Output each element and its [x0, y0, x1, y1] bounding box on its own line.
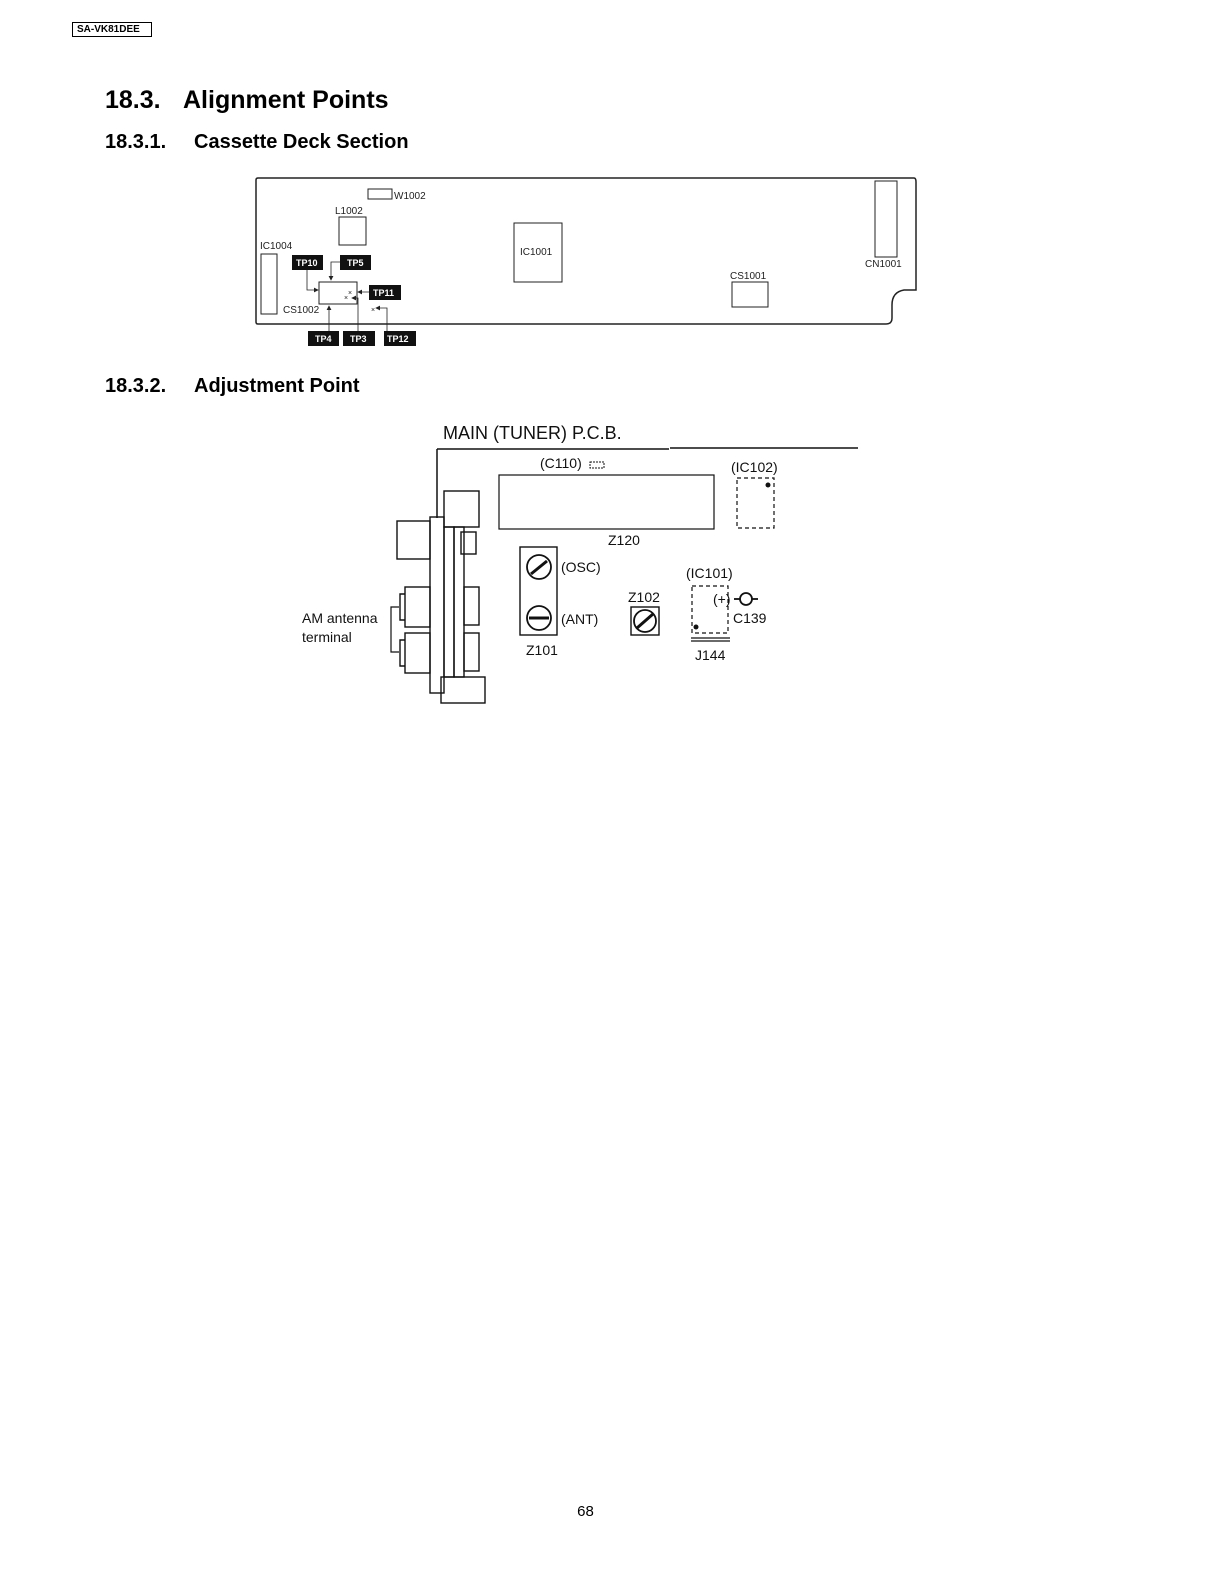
svg-text:×: × — [371, 307, 376, 314]
osc-label: (OSC) — [561, 559, 601, 575]
osc-trimmer-icon[interactable] — [527, 555, 551, 579]
am-antenna-label-line2: terminal — [302, 629, 352, 645]
subsection-title: Cassette Deck Section — [194, 131, 409, 153]
tuner-pcb-diagram — [0, 0, 1219, 720]
svg-text:×: × — [344, 295, 349, 302]
svg-text:TP3: TP3 — [350, 334, 367, 344]
j144-label: J144 — [695, 647, 726, 663]
z101-component — [520, 547, 557, 635]
svg-text:TP10: TP10 — [296, 258, 318, 268]
ic1001-label: IC1001 — [520, 247, 553, 258]
plus-label: (+) — [713, 591, 731, 607]
z102-label: Z102 — [628, 589, 660, 605]
ant-trimmer-icon[interactable] — [527, 606, 551, 630]
ant-label: (ANT) — [561, 611, 599, 627]
page-number: 68 — [577, 1503, 594, 1520]
svg-text:TP11: TP11 — [373, 288, 395, 298]
z120-component — [499, 475, 714, 529]
ic101-label: (IC101) — [686, 565, 733, 581]
subsection-number: 18.3.2. — [105, 375, 167, 397]
cs1001-label: CS1001 — [730, 271, 767, 282]
z101-label: Z101 — [526, 642, 558, 658]
svg-text:TP4: TP4 — [315, 334, 332, 344]
c139-label: C139 — [733, 610, 767, 626]
l1002-label: L1002 — [335, 206, 363, 217]
c110-label: (C110) — [540, 455, 582, 471]
section-title: Alignment Points — [183, 86, 389, 114]
subsection-title: Adjustment Point — [194, 375, 360, 397]
z120-label: Z120 — [608, 532, 640, 548]
c139-capacitor-icon — [734, 593, 758, 605]
z102-trimmer-icon[interactable] — [631, 607, 659, 635]
svg-text:TP5: TP5 — [347, 258, 364, 268]
ic1004-label: IC1004 — [260, 241, 293, 252]
ic102-label: (IC102) — [731, 459, 778, 475]
svg-text:TP12: TP12 — [387, 334, 409, 344]
model-tag: SA-VK81DEE — [72, 22, 152, 37]
subsection-number: 18.3.1. — [105, 131, 167, 153]
jack-assembly — [397, 491, 485, 703]
section-number: 18.3. — [105, 86, 161, 114]
cs1002-label: CS1002 — [283, 305, 320, 316]
am-antenna-label-line1: AM antenna — [302, 610, 378, 626]
svg-text:×: × — [348, 290, 353, 297]
tuner-pcb-title: MAIN (TUNER) P.C.B. — [443, 423, 622, 443]
w1002-label: W1002 — [394, 191, 426, 202]
cn1001-label: CN1001 — [865, 259, 902, 270]
